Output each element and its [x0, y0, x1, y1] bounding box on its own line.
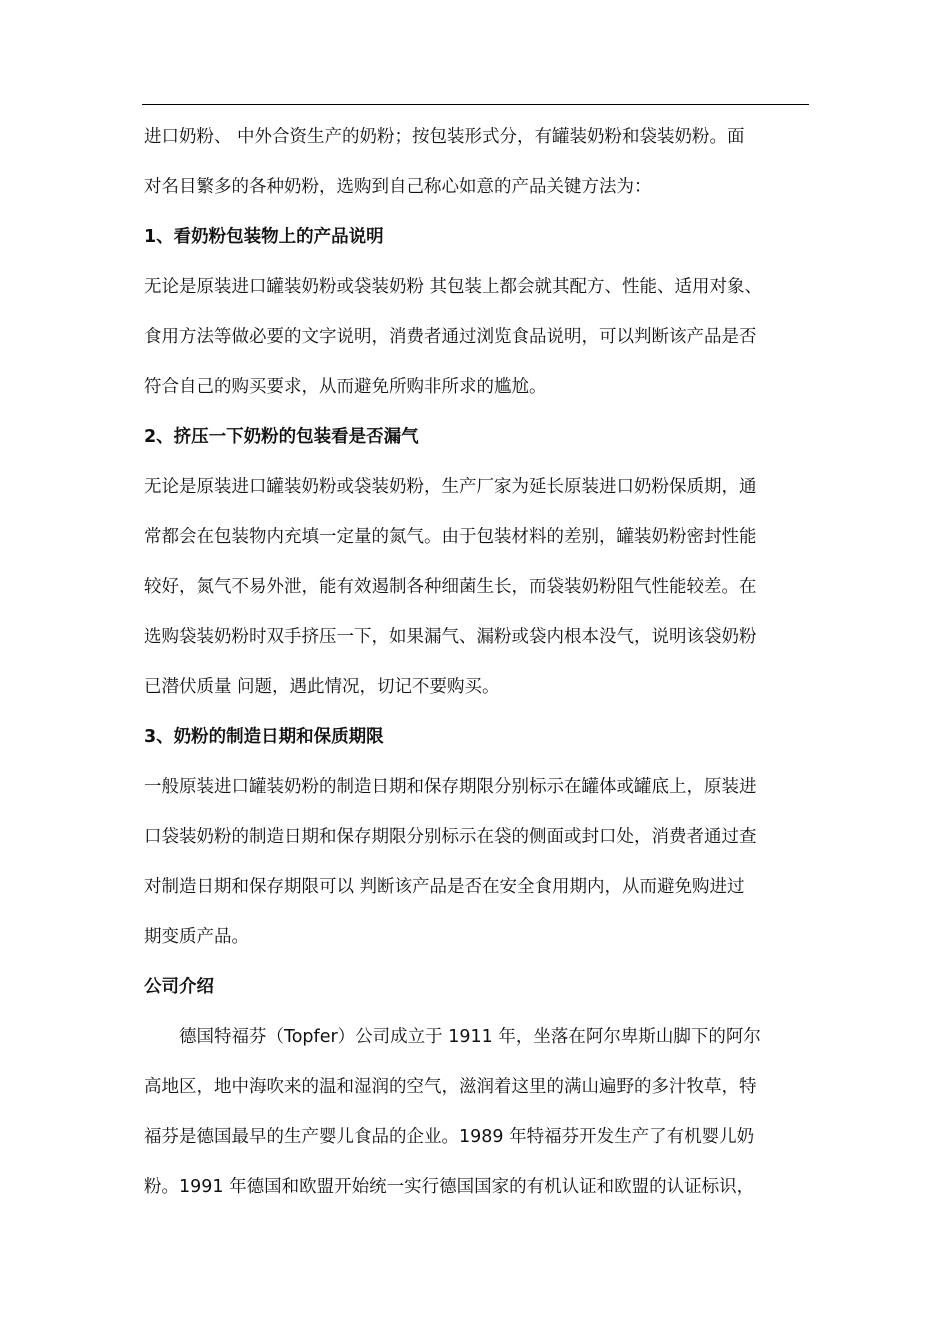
text-line: 福芬是德国最早的生产婴儿食品的企业。1989 年特福芬开发生产了有机婴儿奶 [144, 1127, 755, 1147]
text-line: 进口奶粉、 中外合资生产的奶粉；按包装形式分，有罐装奶粉和袋装奶粉。面 [144, 127, 745, 147]
text-line: 较好，氮气不易外泄，能有效遏制各种细菌生长，而袋装奶粉阻气性能较差。在 [144, 577, 757, 597]
text-line: 常都会在包装物内充填一定量的氮气。由于包装材料的差别，罐装奶粉密封性能 [144, 527, 757, 547]
section-heading-3: 3、奶粉的制造日期和保质期限 [144, 727, 384, 747]
document-body [144, 112, 808, 1212]
section-heading-company: 公司介绍 [144, 977, 214, 997]
text-line: 对名目繁多的各种奶粉，选购到自己称心如意的产品关键方法为： [144, 177, 652, 197]
text-line: 口袋装奶粉的制造日期和保存期限分别标示在袋的侧面或封口处，消费者通过查 [144, 827, 757, 847]
text-line: 食用方法等做必要的文字说明，消费者通过浏览食品说明，可以判断该产品是否 [144, 327, 757, 347]
text-line: 德国特福芬（Topfer）公司成立于 1911 年，坐落在阿尔卑斯山脚下的阿尔 [179, 1027, 761, 1047]
text-line: 符合自己的购买要求，从而避免所购非所求的尴尬。 [144, 377, 547, 397]
section-heading-1: 1、看奶粉包装物上的产品说明 [144, 227, 384, 247]
text-line: 对制造日期和保存期限可以 判断该产品是否在安全食用期内，从而避免购进过 [144, 877, 745, 897]
text-line: 一般原装进口罐装奶粉的制造日期和保存期限分别标示在罐体或罐底上，原装进 [144, 777, 757, 797]
text-line: 无论是原装进口罐装奶粉或袋装奶粉 其包装上都会就其配方、性能、适用对象、 [144, 277, 763, 297]
text-line: 选购袋装奶粉时双手挤压一下，如果漏气、漏粉或袋内根本没气，说明该袋奶粉 [144, 627, 757, 647]
text-line: 期变质产品。 [144, 927, 249, 947]
text-line: 无论是原装进口罐装奶粉或袋装奶粉，生产厂家为延长原装进口奶粉保质期，通 [144, 477, 757, 497]
text-line: 粉。1991 年德国和欧盟开始统一实行德国国家的有机认证和欧盟的认证标识， [144, 1177, 755, 1197]
text-line: 高地区，地中海吹来的温和湿润的空气，滋润着这里的满山遍野的多汁牧草，特 [144, 1077, 757, 1097]
header-rule [142, 104, 809, 105]
text-line: 已潜伏质量 问题，遇此情况，切记不要购买。 [144, 677, 500, 697]
section-heading-2: 2、挤压一下奶粉的包装看是否漏气 [144, 427, 419, 447]
